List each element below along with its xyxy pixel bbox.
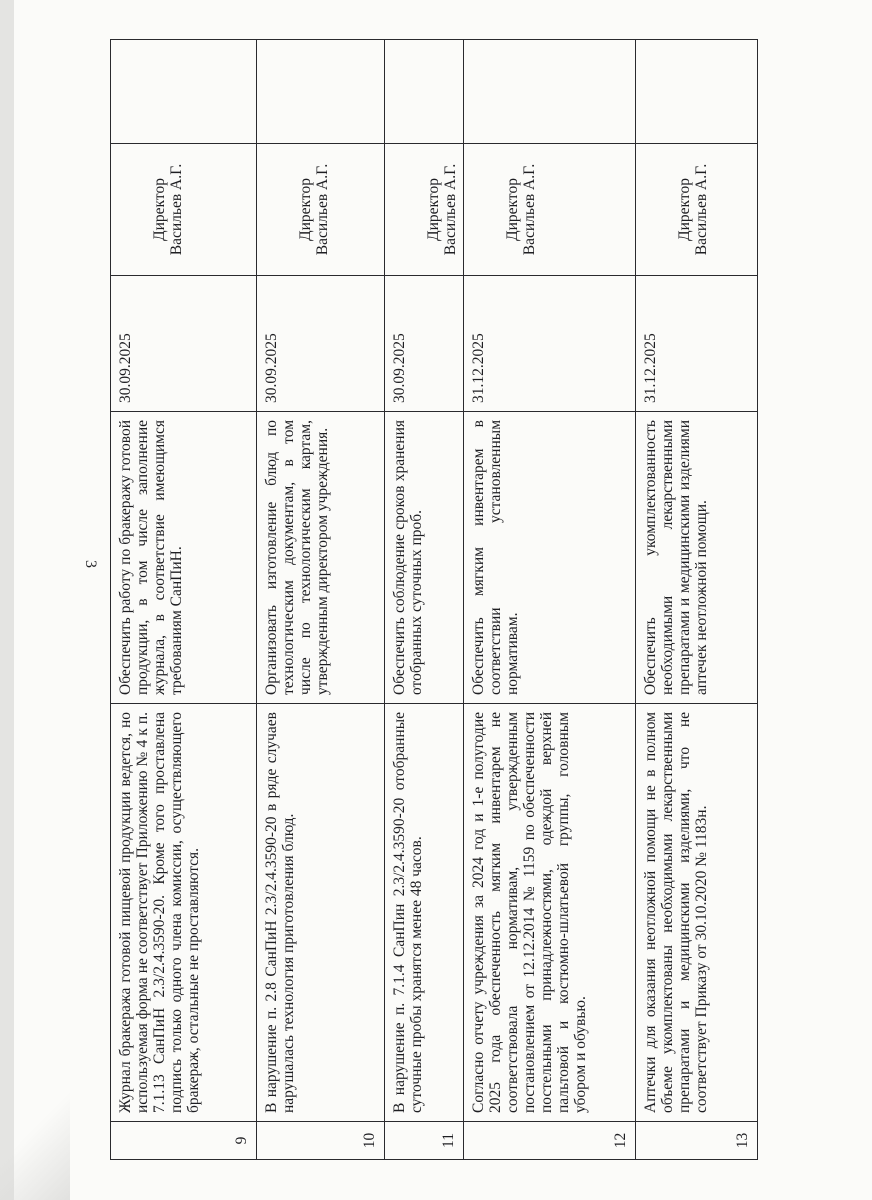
measure-cell: Обеспечить укомплектованность необходимыми лекарственными препаратами и медицинскими изделиями аптечек неотложной помощи. [636, 412, 758, 704]
row-number: 12 [464, 1122, 636, 1160]
page-edge-shadow [0, 0, 14, 1200]
responsible-cell: Директор Васильев А.Г. [111, 144, 257, 276]
responsible-cell: Директор Васильев А.Г. [464, 144, 636, 276]
deadline-cell: 30.09.2025 [111, 276, 257, 412]
responsible-cell: Директор Васильев А.Г. [636, 144, 758, 276]
violation-cell: В нарушение п. 2.8 СанПиН 2.3/2.4.3590-20 в ряде случаев нарушалась технология приготовления блюд. [257, 704, 385, 1122]
violation-cell: Аптечки для оказания неотложной помощи не в полном объеме укомплектованы необходимыми лекарственными препаратами и медицинскими изделиями, что не соответствует Приказу от 30.10.2020 № 1183н. [636, 704, 758, 1122]
note-cell [636, 40, 758, 144]
deadline-cell: 31.12.2025 [636, 276, 758, 412]
measure-cell: Обеспечить мягким инвентарем в соответствии установленным нормативам. [464, 412, 636, 704]
table-row [385, 40, 464, 1160]
responsible-cell: Директор Васильев А.Г. [257, 144, 385, 276]
table-row [464, 40, 636, 1160]
deadline-cell: 30.09.2025 [385, 276, 464, 412]
page-number: 3 [82, 560, 99, 568]
row-number: 11 [385, 1122, 464, 1160]
note-cell [257, 40, 385, 144]
row-number: 13 [636, 1122, 758, 1160]
deadline-cell: 31.12.2025 [464, 276, 636, 412]
row-number: 10 [257, 1122, 385, 1160]
measure-cell: Организовать изготовление блюд по технологическим документам, в том числе по технологическим картам, утвержденным директором учреждения. [257, 412, 385, 704]
measure-cell: Обеспечить соблюдение сроков хранения отобранных суточных проб. [385, 412, 464, 704]
table-row [257, 40, 385, 1160]
page-corner-fold [0, 1090, 70, 1200]
table-row [636, 40, 758, 1160]
table-row [111, 40, 257, 1160]
note-cell [464, 40, 636, 144]
violation-cell: Согласно отчету учреждения за 2024 год и 1-е полугодие 2025 года обеспеченность мягким инвентарем не соответствовала нормативам, утвержденным постановлением от 12.12.2014 № 1159 по обеспеченности постельными принадлежностями, одеждой верхней пальтовой и костюмно-шлатьевой группы, головным убором и обувью. [464, 704, 636, 1122]
note-cell [385, 40, 464, 144]
measures-table [110, 39, 758, 1160]
deadline-cell: 30.09.2025 [257, 276, 385, 412]
measures-table-rotated [110, 40, 756, 1160]
violation-cell: В нарушение п. 7.1.4 СанПин 2.3/2.4.3590-20 отобранные суточные пробы хранятся менее 48 часов. [385, 704, 464, 1122]
note-cell [111, 40, 257, 144]
row-number: 9 [111, 1122, 257, 1160]
violation-cell: Журнал бракеража готовой пищевой продукции ведется, но используемая форма не соответствует Приложению № 4 к п. 7.1.13 СанПиН 2.3/2.4.3590-20. Кроме того проставлена подпись только одного члена комиссии, осуществляющего бракераж, остальные не проставляются. [111, 704, 257, 1122]
measure-cell: Обеспечить работу по бракеражу готовой продукции, в том числе заполнение журнала, в соответствие имеющимся требованиям СанПиН. [111, 412, 257, 704]
responsible-cell: Директор Васильев А.Г. [385, 144, 464, 276]
